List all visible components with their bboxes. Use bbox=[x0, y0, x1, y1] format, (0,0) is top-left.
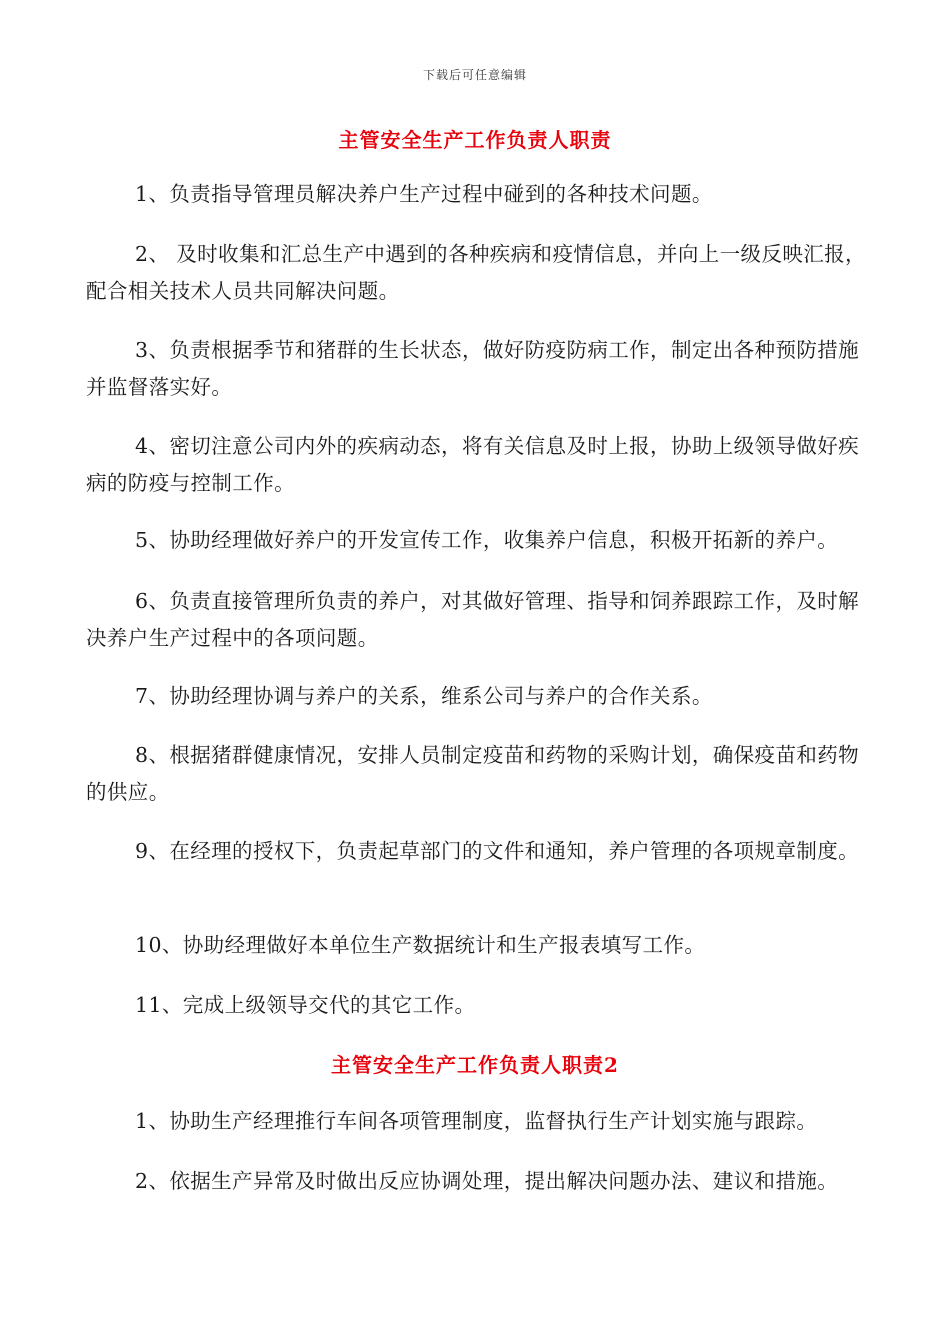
section-1-item-11: 11、完成上级领导交代的其它工作。 bbox=[135, 993, 476, 1017]
section-2-item-1: 1、协助生产经理推行车间各项管理制度，监督执行生产计划实施与跟踪。 bbox=[135, 1109, 818, 1133]
section-1-item-6: 6、负责直接管理所负责的养户，对其做好管理、指导和饲养跟踪工作，及时解决养户生产过程中的各项问题。 bbox=[86, 589, 860, 650]
header-note: 下载后可任意编辑 bbox=[422, 68, 527, 82]
section-2-title: 主管安全生产工作负责人职责2 bbox=[331, 1053, 619, 1077]
section-1-item-3: 3、负责根据季节和猪群的生长状态，做好防疫防病工作，制定出各种预防措施并监督落实好。 bbox=[86, 338, 860, 399]
section-1-item-2: 2、 及时收集和汇总生产中遇到的各种疾病和疫情信息，并向上一级反映汇报，配合相关技术人员共同解决问题。 bbox=[86, 242, 866, 303]
section-1-item-8: 8、根据猪群健康情况，安排人员制定疫苗和药物的采购计划，确保疫苗和药物的供应。 bbox=[86, 743, 860, 804]
section-1-title: 主管安全生产工作负责人职责 bbox=[338, 128, 612, 152]
section-2-item-2: 2、依据生产异常及时做出反应协调处理，提出解决问题办法、建议和措施。 bbox=[135, 1169, 839, 1193]
section-1-item-9: 9、在经理的授权下，负责起草部门的文件和通知，养户管理的各项规章制度。 bbox=[135, 839, 860, 863]
section-1-item-7: 7、协助经理协调与养户的关系，维系公司与养户的合作关系。 bbox=[135, 684, 713, 708]
section-1-item-1: 1、负责指导管理员解决养户生产过程中碰到的各种技术问题。 bbox=[135, 182, 713, 206]
section-1-item-5: 5、协助经理做好养户的开发宣传工作，收集养户信息，积极开拓新的养户。 bbox=[135, 528, 839, 552]
section-1-item-10: 10、协助经理做好本单位生产数据统计和生产报表填写工作。 bbox=[135, 933, 706, 957]
section-1-item-4: 4、密切注意公司内外的疾病动态，将有关信息及时上报，协助上级领导做好疾病的防疫与控制工作。 bbox=[86, 434, 860, 495]
